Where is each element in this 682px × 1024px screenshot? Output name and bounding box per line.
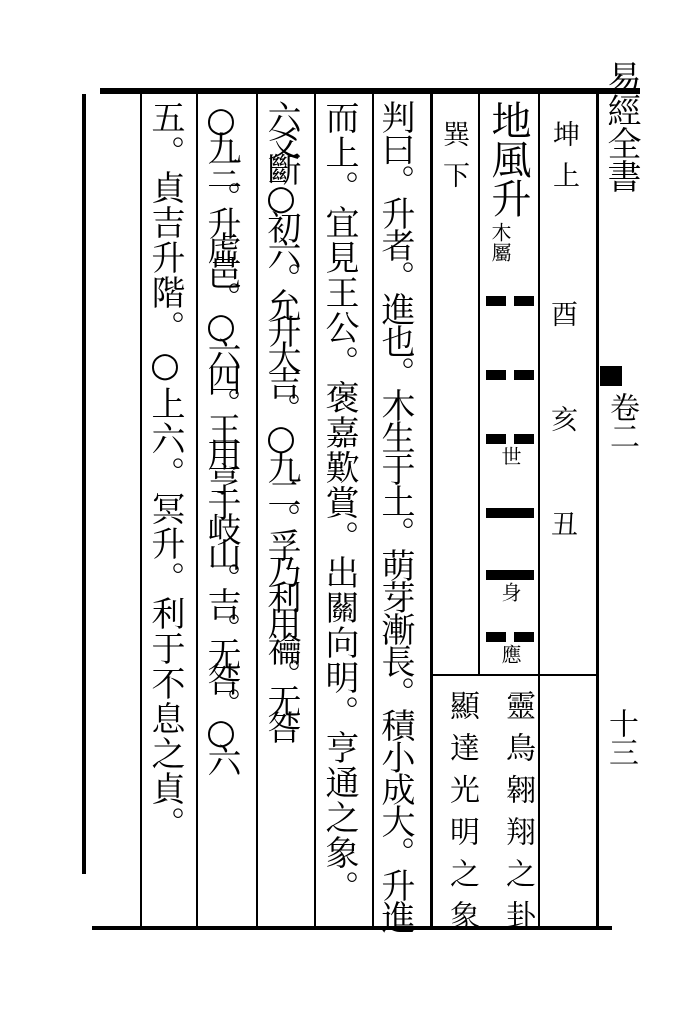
line-mark-shen: 身 xyxy=(498,582,522,602)
column-rule xyxy=(538,94,540,926)
hexagram-line-6-yin xyxy=(486,296,534,306)
hexagram-line-4-yin xyxy=(486,434,534,444)
book-title: 易經全書 xyxy=(601,60,641,192)
top-trigram: 坤上 xyxy=(548,120,579,202)
gua-attribute: 木屬 xyxy=(488,222,512,262)
commentary-column-2: 而上。宜見王公。褒嘉歎賞。出關向明。亨通之象。 xyxy=(319,100,359,905)
hexagram-line-3-yang xyxy=(486,508,534,518)
column-rule xyxy=(596,94,599,926)
image-text-1: 靈鳥翱翔之卦 xyxy=(500,690,535,942)
column-rule xyxy=(256,94,258,926)
column-rule xyxy=(430,94,433,926)
volume-mark xyxy=(600,366,622,386)
commentary-column-3: 六爻斷○初六。允升大吉。○九二。孚乃利用禴。无咎 xyxy=(261,100,301,736)
hexagram-line-2-yang xyxy=(486,570,534,580)
left-border xyxy=(82,94,86,874)
line-mark-shi: 世 xyxy=(498,446,522,466)
column-rule xyxy=(478,94,480,674)
line-mark-ying: 應 xyxy=(498,644,522,664)
column-rule xyxy=(372,94,374,926)
top-border xyxy=(100,88,640,94)
page-number: 十三 xyxy=(603,708,638,766)
commentary-column-1: 判曰。升者。進也。木生于土。萌芽漸長。積小成大。升進 xyxy=(375,100,415,932)
hexagram-line-5-yin xyxy=(486,370,534,380)
column-rule xyxy=(140,94,142,926)
volume-label: 卷二 xyxy=(604,392,639,450)
commentary-column-5: 五。貞吉升階。○上六。冥升。利于不息之貞。 xyxy=(145,100,185,841)
image-text-2: 顯達光明之象 xyxy=(444,690,479,942)
gua-title: 地風升 xyxy=(485,100,531,217)
relation-column: 酉亥丑 xyxy=(546,300,577,615)
hexagram-line-1-yin xyxy=(486,632,534,642)
bottom-trigram: 巽下 xyxy=(438,120,469,202)
column-rule xyxy=(196,94,198,926)
column-rule xyxy=(314,94,316,926)
gua-block-divider xyxy=(432,674,598,676)
commentary-column-4: ○九三。升虛邑。○六四。王用亨于岐山。吉。无咎。○六 xyxy=(201,100,241,768)
